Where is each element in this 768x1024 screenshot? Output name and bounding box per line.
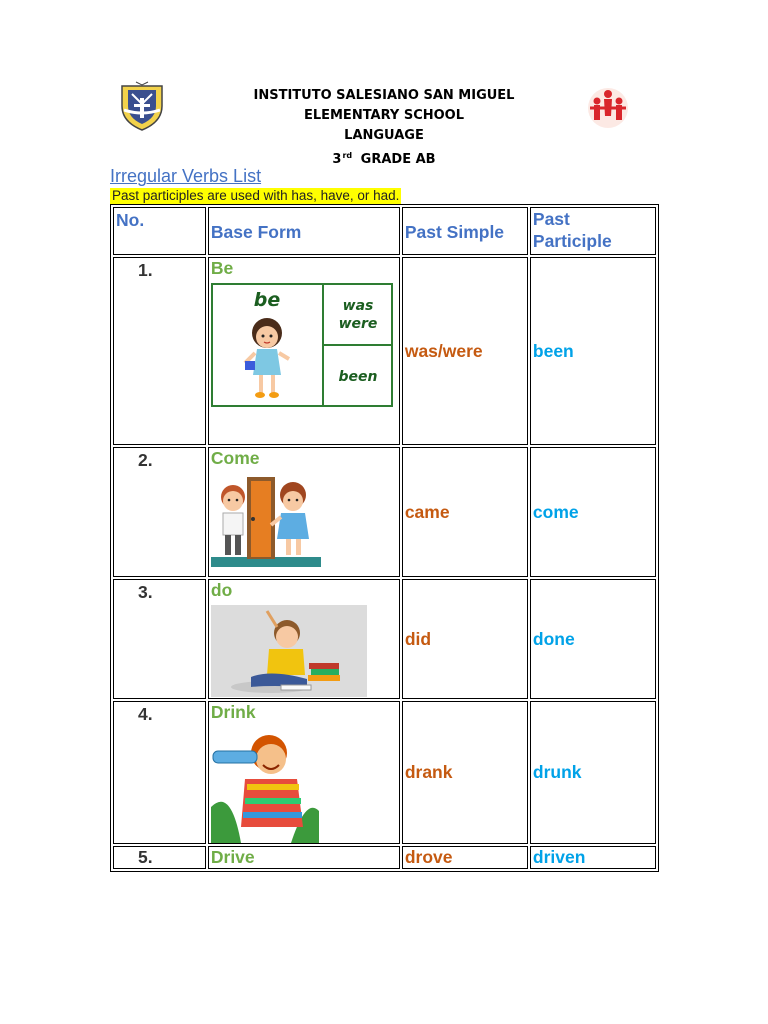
past-participle-cell [530,579,656,699]
row-number: 2. [138,450,153,470]
row-number: 3. [138,582,153,602]
past-simple-cell [402,447,528,577]
past-simple: was/were [404,340,483,361]
base-form-cell [208,846,400,869]
row-number-cell [113,257,206,445]
card-participle: been [338,369,378,385]
past-participle: driven [532,847,586,867]
header-cell-past [402,207,528,255]
table-row [113,701,656,844]
svg-text:was: was [342,298,374,314]
base-form: do [210,580,233,600]
grade-suffix: rd [342,151,353,160]
base-form: Come [210,448,260,468]
column-header-past-participle: Past Participle [532,209,612,251]
header-cell-no [113,207,206,255]
row-number: 4. [138,704,153,724]
list-title: Irregular Verbs List [110,166,262,186]
past-participle: come [532,501,579,522]
past-participle-cell [530,701,656,844]
base-form: Be [210,258,234,278]
past-simple: came [404,501,450,522]
past-simple-cell [402,257,528,445]
past-participle-cell [530,257,656,445]
base-form: Drive [210,847,255,867]
row-number-cell [113,579,206,699]
do-illustration-image [211,605,367,697]
school-level: ELEMENTARY SCHOOL [303,108,465,123]
grade-number: 3 [332,152,342,167]
past-participle: been [532,340,574,361]
come-illustration-image [211,473,321,567]
svg-text:were: were [338,316,378,332]
base-form-cell [208,447,400,577]
card-word: be [253,289,281,311]
school-name: INSTITUTO SALESIANO SAN MIGUEL [253,88,515,103]
base-form-cell [208,257,400,445]
past-simple-cell [402,701,528,844]
past-participle: drunk [532,762,582,782]
table-row [113,579,656,699]
table-header-row [113,207,656,255]
highlighted-note: Past participles are used with has, have, or had. [112,188,400,203]
header-cell-participle [530,207,656,255]
column-header-past-simple: Past Simple [404,222,505,242]
base-form-cell [208,701,400,844]
past-simple: drank [404,762,453,782]
column-header-no: No. [116,210,145,230]
table-row [113,447,656,577]
past-simple-cell [402,846,528,869]
base-form-cell [208,579,400,699]
base-form: Drink [210,702,256,722]
document-header [0,86,768,170]
past-simple-cell [402,579,528,699]
row-number: 1. [138,260,153,280]
table-row [113,257,656,445]
be-verb-card-image [211,283,395,409]
past-simple: drove [404,847,453,867]
row-number: 5. [138,847,153,867]
row-number-cell [113,846,206,869]
subject-name: LANGUAGE [344,128,424,143]
drink-illustration-image [211,727,319,843]
past-simple: did [404,628,432,649]
past-participle-cell [530,447,656,577]
header-cell-base [208,207,400,255]
past-participle-cell [530,846,656,869]
row-number-cell [113,447,206,577]
past-participle: done [532,628,575,649]
row-number-cell [113,701,206,844]
column-header-base-form: Base Form [210,222,302,242]
table-row [113,846,656,869]
irregular-verbs-table [110,204,659,872]
grade-text: GRADE AB [360,152,436,167]
